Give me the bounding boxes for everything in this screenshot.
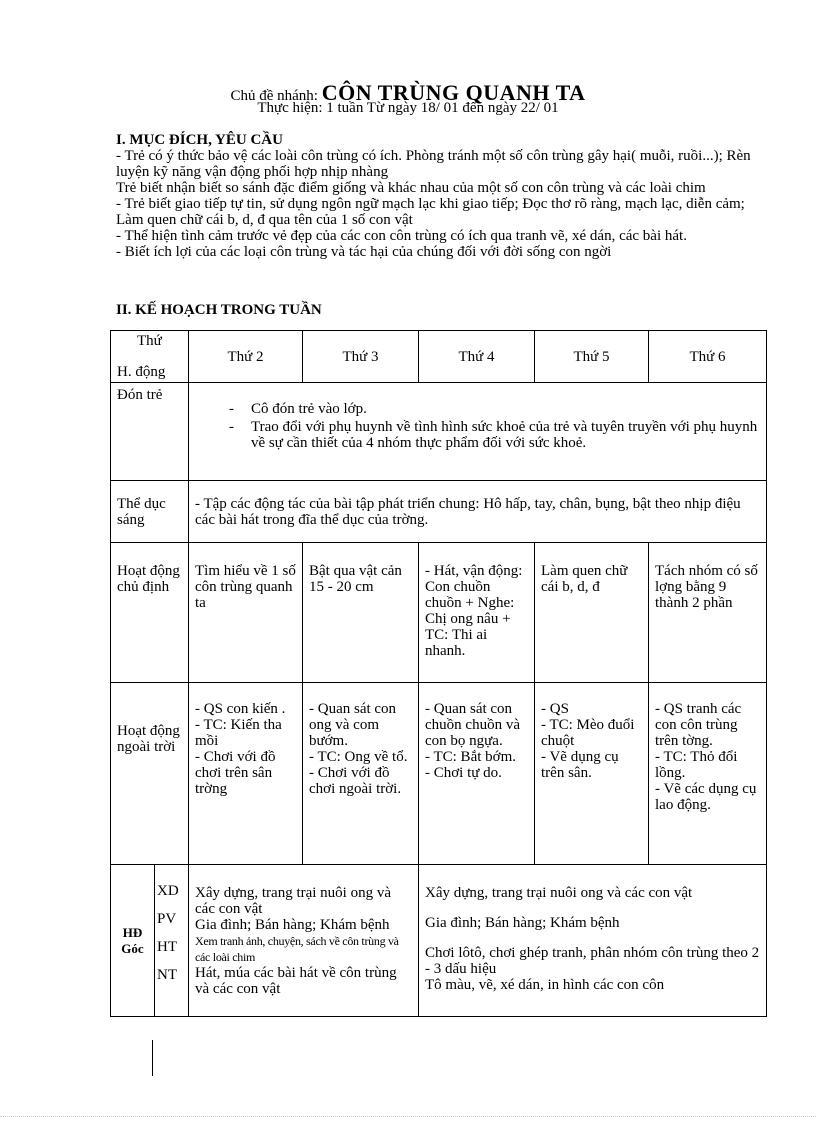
- row-label: Thể dục sáng: [111, 481, 189, 543]
- activity-cell: - QS - TC: Mèo đuổi chuột - Vẽ dụng cụ trên sân.: [535, 683, 649, 865]
- topic-title: CÔN TRÙNG QUANH TA: [321, 80, 586, 105]
- day-header: Thứ 6: [649, 331, 767, 383]
- code-label: HT: [157, 939, 177, 955]
- corner-bottom: H. động: [117, 364, 166, 380]
- list-item: - Cô đón trẻ vào lớp.: [251, 401, 760, 417]
- activity-cell: - Quan sát con chuồn chuồn và con bọ ngựa. - TC: Bắt bớm. - Chơi tự do.: [419, 683, 535, 865]
- row-label: HĐ Góc: [111, 865, 155, 1017]
- goc-item: Gia đình; Bán hàng; Khám bệnh: [195, 917, 390, 933]
- code-label: NT: [157, 967, 177, 983]
- row-label: Đón trẻ: [111, 383, 189, 481]
- topic-label: Chủ đề nhánh:: [230, 88, 318, 104]
- section2-title: II. KẾ HOẠCH TRONG TUẦN: [116, 302, 322, 318]
- chu-dinh-row: [111, 543, 767, 683]
- activity-cell: - Quan sát con ong và com bướm. - TC: Ong về tổ. - Chơi với đồ chơi ngoài trời.: [303, 683, 419, 865]
- the-duc-row: [111, 481, 767, 543]
- corner-codes: [155, 865, 189, 1017]
- activity-cell: Bật qua vật cản 15 - 20 cm: [303, 543, 419, 683]
- goc-item: Xây dựng, trang trại nuôi ong và các con vật: [425, 885, 693, 901]
- day-header: Thứ 3: [303, 331, 419, 383]
- goc-item: Xây dựng, trang trại nuôi ong và các con vật: [195, 885, 392, 917]
- goc-item: Xem tranh ảnh, chuyện, sách về côn trùng và các loài chim: [195, 934, 399, 964]
- the-duc-content: - Tập các động tác của bài tập phát triển chung: Hô hấp, tay, chân, bụng, bật theo nhịp điệu các bài hát trong đĩa thể dục của trờng.: [189, 481, 767, 543]
- don-tre-content: [189, 383, 767, 481]
- header-row: [111, 331, 767, 383]
- code-label: PV: [157, 911, 177, 927]
- list-item: - Trao đổi với phụ huynh về tình hình sức khoẻ của trẻ và tuyên truyền với phụ huynh về sự cần thiết của 4 nhóm thực phẩm đối với sức khoẻ.: [251, 419, 760, 451]
- duration-line: Thực hiện: 1 tuần Từ ngày 18/ 01 đến ngày 22/ 01: [257, 100, 559, 116]
- row-label: Hoạt động chủ định: [111, 543, 189, 683]
- activity-cell: Tìm hiểu về 1 số côn trùng quanh ta: [189, 543, 303, 683]
- day-header: Thứ 5: [535, 331, 649, 383]
- goc-item: Tô màu, vẽ, xé dán, in hình các con côn: [425, 977, 665, 993]
- activity-cell: Làm quen chữ cái b, d, đ: [535, 543, 649, 683]
- table-continuation-line: [152, 1040, 153, 1076]
- goc-right-content: [419, 865, 767, 1017]
- goc-left-content: [189, 865, 419, 1017]
- activity-cell: - Hát, vận động: Con chuồn chuồn + Nghe: Chị ong nâu + TC: Thi ai nhanh.: [419, 543, 535, 683]
- goal-line: - Trẻ có ý thức bảo vệ các loài côn trùng có ích. Phòng tránh một số côn trùng gây hại( muỗi, ruồi...); Rèn luyện kỹ năng vận động phối hợp nhịp nhàng: [116, 148, 751, 180]
- activity-cell: - QS tranh các con côn trùng trên tờng. - TC: Thỏ đổi lồng. - Vẽ các dụng cụ lao động.: [649, 683, 767, 865]
- goc-item: Gia đình; Bán hàng; Khám bệnh: [425, 915, 620, 931]
- goal-line: - Biết ích lợi của các loại côn trùng và tác hại của chúng đối với đời sống con ngời: [116, 244, 612, 260]
- goc-item: Chơi lôtô, chơi ghép tranh, phân nhóm côn trùng theo 2 - 3 dấu hiệu: [425, 945, 760, 977]
- goc-item: Hát, múa các bài hát về côn trùng và các con vật: [195, 965, 397, 997]
- goal-line: Trẻ biết nhận biết so sánh đặc điểm giống và khác nhau của một số con côn trùng và các loài chim: [116, 180, 706, 196]
- day-header: Thứ 2: [189, 331, 303, 383]
- section1-title: I. MỤC ĐÍCH, YÊU CẦU: [116, 132, 283, 148]
- goal-line: - Trẻ biết giao tiếp tự tin, sử dụng ngôn ngữ mạch lạc khi giao tiếp; Đọc thơ rõ ràng, mạch lạc, diễn cảm; Làm quen chữ cái b, d, đ qua tên của 1 số con vật: [116, 196, 745, 228]
- day-header: Thứ 4: [419, 331, 535, 383]
- page-bottom-rule: [0, 1116, 816, 1117]
- activity-cell: Tách nhóm có số lợng bằng 9 thành 2 phần: [649, 543, 767, 683]
- goal-line: - Thể hiện tình cảm trước vẻ đẹp của các con côn trùng có ích qua tranh vẽ, xé dán, các bài hát.: [116, 228, 687, 244]
- section1-body: [116, 148, 756, 260]
- corner-top: Thứ: [137, 333, 162, 349]
- weekly-plan-table: [110, 330, 767, 1017]
- row-label: Hoạt động ngoài trời: [111, 683, 189, 865]
- corner-cell: [111, 331, 189, 383]
- don-tre-row: [111, 383, 767, 481]
- code-label: XD: [157, 883, 179, 899]
- goc-row: [111, 865, 767, 1017]
- ngoai-troi-row: [111, 683, 767, 865]
- activity-cell: - QS con kiến . - TC: Kiến tha mồi - Chơi với đồ chơi trên sân trờng: [189, 683, 303, 865]
